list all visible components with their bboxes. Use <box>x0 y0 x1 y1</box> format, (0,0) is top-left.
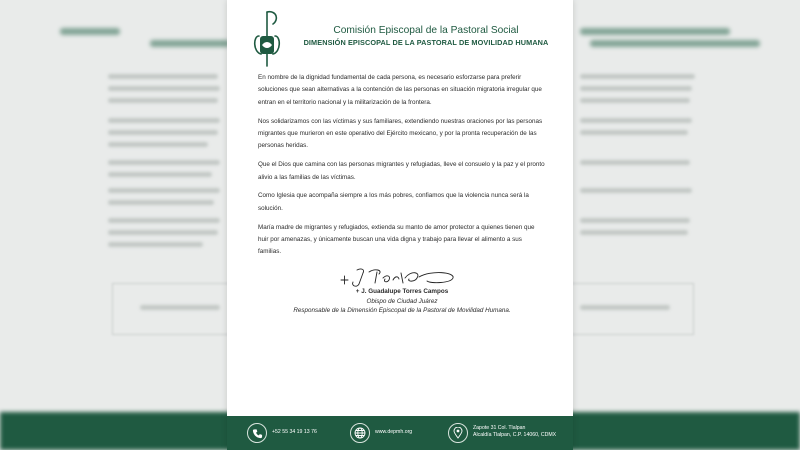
letter-footer <box>227 416 573 450</box>
signer-role: Responsable de la Dimensión Episcopal de la Pastoral de Movilidad Humana. <box>293 307 511 315</box>
signer-title: Obispo de Ciudad Juárez <box>366 297 438 305</box>
paragraph: Nos solidarizamos con las víctimas y sus familiares, extendiendo nuestras oraciones por las personas migrantes que murieron en este operativo del Ejército mexicano, y por la pronta recuperación de las personas heridas. <box>258 117 543 150</box>
globe-icon <box>350 423 370 443</box>
episcopal-logo-icon <box>249 6 285 68</box>
org-name: Comisión Episcopal de la Pastoral Social <box>333 25 519 36</box>
footer-phone: +52 55 34 19 13 76 <box>272 429 317 435</box>
paragraph: María madre de migrantes y refugiados, extienda su manto de amor protector a quienes tienen que huir por amenazas, y únicamente buscan una vida digna y trabajo para llevar el alimento a sus familias. <box>258 223 535 256</box>
footer-website[interactable]: www.depmh.org <box>375 429 413 435</box>
letter-page <box>227 0 573 450</box>
location-pin-icon <box>448 423 468 443</box>
paragraph: Como Iglesia que acompaña siempre a los más pobres, confiamos que la violencia nunca será la solución. <box>258 192 529 212</box>
handwritten-signature <box>335 264 463 288</box>
footer-address-line2: Alcaldía Tlalpan, C.P. 14060, CDMX <box>473 432 557 438</box>
footer-address-line1: Zapote 31 Col. Tlalpan <box>473 425 526 431</box>
paragraph: En nombre de la dignidad fundamental de cada persona, es necesario esforzarse para preferir soluciones que sean alternativas a la contención de las personas en situación migratoria irregular que entran en el territorio nacional y la militarización de la frontera. <box>258 74 542 106</box>
signature-block <box>258 287 546 316</box>
paragraph: Que el Dios que camina con las personas migrantes y refugiadas, lleve el consuelo y la paz y el pronto alivio a las familias de las víctimas. <box>258 161 545 181</box>
signer-name: + J. Guadalupe Torres Campos <box>355 288 449 295</box>
org-dimension: DIMENSIÓN EPISCOPAL DE LA PASTORAL DE MOVILIDAD HUMANA <box>303 38 549 47</box>
phone-icon <box>247 423 267 443</box>
letter-body <box>258 72 546 265</box>
